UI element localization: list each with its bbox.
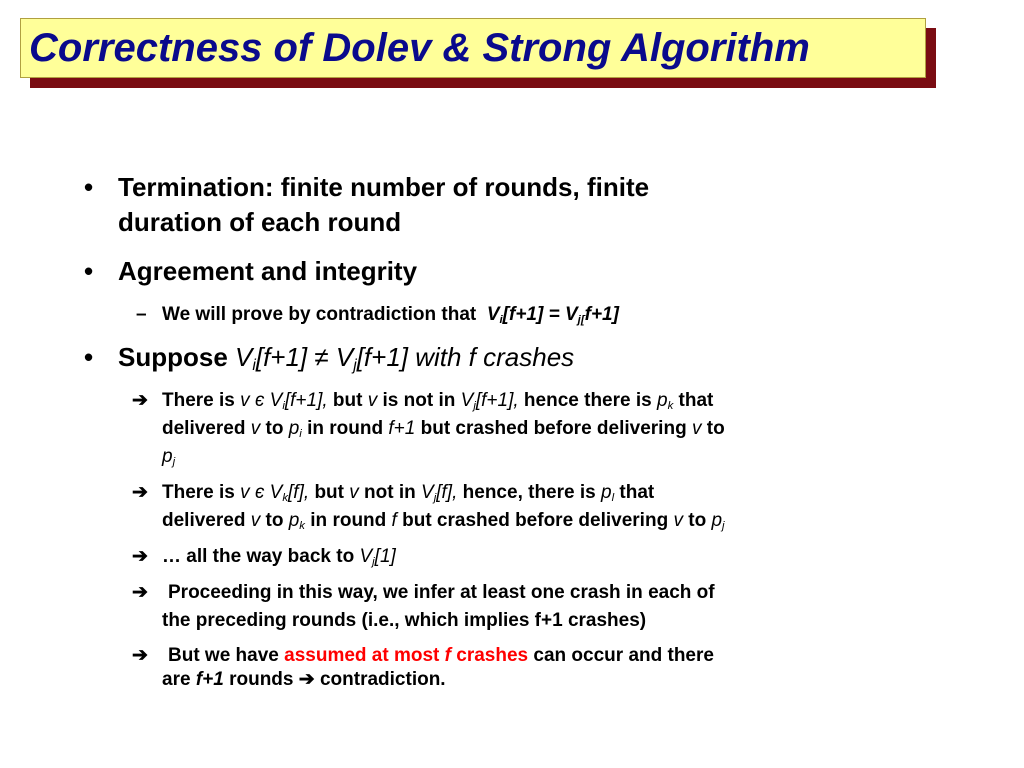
expr-part: [f+1] = V	[502, 304, 578, 325]
var: v	[691, 418, 702, 439]
bullet-termination-line2: duration of each round	[118, 207, 402, 237]
emphasis-var: f	[444, 645, 451, 666]
step-1	[132, 387, 942, 471]
step-5	[132, 642, 942, 694]
var: p	[601, 482, 612, 503]
sub: j	[722, 519, 725, 532]
bullet-dot: •	[84, 172, 94, 202]
step-5-line2	[162, 666, 942, 694]
step-2-line2	[162, 507, 942, 535]
var: v	[250, 510, 261, 531]
var: p	[288, 510, 300, 531]
arrow-right-icon: ➔	[132, 582, 148, 603]
text: not in	[364, 482, 416, 503]
text: delivered	[162, 418, 246, 439]
var: V	[269, 390, 283, 411]
expr: [f],	[436, 482, 458, 503]
text: rounds	[229, 669, 294, 690]
var-v: V	[486, 304, 500, 325]
text: There is	[162, 390, 235, 411]
sub-i: i	[252, 356, 256, 374]
var: V	[421, 482, 434, 503]
bullet-agreement	[84, 254, 878, 289]
suppose-word: Suppose	[118, 342, 228, 372]
text: to	[265, 418, 284, 439]
bullet-dot: •	[84, 256, 94, 286]
expr: [f+1],	[475, 390, 519, 411]
step-1-line1	[162, 387, 942, 415]
expr: [f],	[288, 482, 310, 503]
var: p	[288, 418, 300, 439]
arrow-right-icon: ➔	[132, 482, 148, 503]
sub: j	[473, 399, 476, 412]
emphasis-text: crashes	[456, 645, 529, 666]
arrow-right-icon: ➔	[132, 546, 148, 567]
var: p	[162, 446, 173, 467]
step-1-line3	[162, 443, 942, 471]
step-2	[132, 479, 942, 535]
text: contradiction.	[319, 669, 446, 690]
text: … all the way back to	[162, 546, 355, 567]
bullet-termination-line1: Termination: finite number of rounds, finite	[118, 172, 650, 202]
bullet-suppose	[84, 340, 878, 375]
text: But we have	[168, 645, 279, 666]
text: is not in	[382, 390, 456, 411]
text: There is	[162, 482, 235, 503]
expr-part: [f+1] ≠ V	[255, 342, 354, 372]
var: V	[460, 390, 474, 411]
expr: f+1	[195, 669, 224, 690]
symbol: є	[254, 390, 265, 411]
sub: k	[299, 519, 305, 532]
text: are	[162, 669, 191, 690]
sub: i	[299, 427, 302, 440]
var: p	[711, 510, 723, 531]
arrow-right-icon: ➔	[132, 390, 148, 411]
sub: j	[172, 455, 176, 468]
step-2-line1	[162, 479, 942, 507]
text: hence there is	[523, 390, 652, 411]
arrow-right-icon: ➔	[298, 669, 315, 690]
var: V	[359, 546, 373, 567]
var-v: V	[235, 342, 253, 372]
text: to	[688, 510, 707, 531]
text: but crashed before delivering	[402, 510, 669, 531]
sub: k	[667, 399, 674, 412]
bullet-termination	[84, 170, 878, 240]
expr-part: f+1]	[584, 304, 619, 325]
var: v	[240, 482, 250, 503]
text: hence, there is	[462, 482, 596, 503]
text: but	[314, 482, 344, 503]
step-1-line2	[162, 415, 942, 443]
step-4-line1: Proceeding in this way, we infer at least one crash in each of	[168, 582, 715, 603]
expr: [1]	[374, 546, 396, 567]
sub-j: j	[353, 356, 357, 374]
var: v	[367, 390, 378, 411]
arrow-right-icon: ➔	[132, 645, 148, 666]
text: in round	[310, 510, 387, 531]
var: v	[240, 390, 250, 411]
step-4	[132, 579, 942, 635]
text: but crashed before delivering	[420, 418, 687, 439]
bullet-dot: •	[84, 342, 94, 372]
expr: [f+1],	[284, 390, 328, 411]
sub-i: i	[499, 313, 503, 326]
emphasis-text: assumed at most	[284, 645, 440, 666]
var: p	[656, 390, 668, 411]
expr-part: [f+1] with f crashes	[356, 342, 575, 372]
expr: f	[391, 510, 397, 531]
dash-marker: –	[136, 304, 147, 325]
step-3	[132, 543, 942, 571]
sub: k	[282, 491, 289, 504]
text: to	[706, 418, 725, 439]
step-4-line2: the preceding rounds (i.e., which implies f+1 crashes)	[162, 610, 647, 631]
text: to	[265, 510, 284, 531]
var: V	[269, 482, 283, 503]
text: can occur and there	[533, 645, 714, 666]
bullet-agreement-text: Agreement and integrity	[118, 256, 418, 286]
text: that	[619, 482, 655, 503]
sub-bullet-contradiction	[136, 301, 942, 329]
slide-title: Correctness of Dolev & Strong Algorithm	[29, 25, 810, 70]
sub-text: We will prove by contradiction that	[162, 304, 477, 325]
var: v	[349, 482, 359, 503]
text: but	[332, 390, 363, 411]
sub: l	[611, 491, 615, 504]
symbol: є	[254, 482, 265, 503]
sub-j: j[	[577, 313, 585, 326]
var: v	[250, 418, 261, 439]
text: delivered	[162, 510, 246, 531]
sub: i	[282, 399, 285, 412]
var: v	[673, 510, 683, 531]
text: in round	[307, 418, 384, 439]
sub: j	[372, 555, 375, 568]
expr: f+1	[388, 418, 416, 439]
sub: j	[433, 491, 437, 504]
text: that	[678, 390, 714, 411]
